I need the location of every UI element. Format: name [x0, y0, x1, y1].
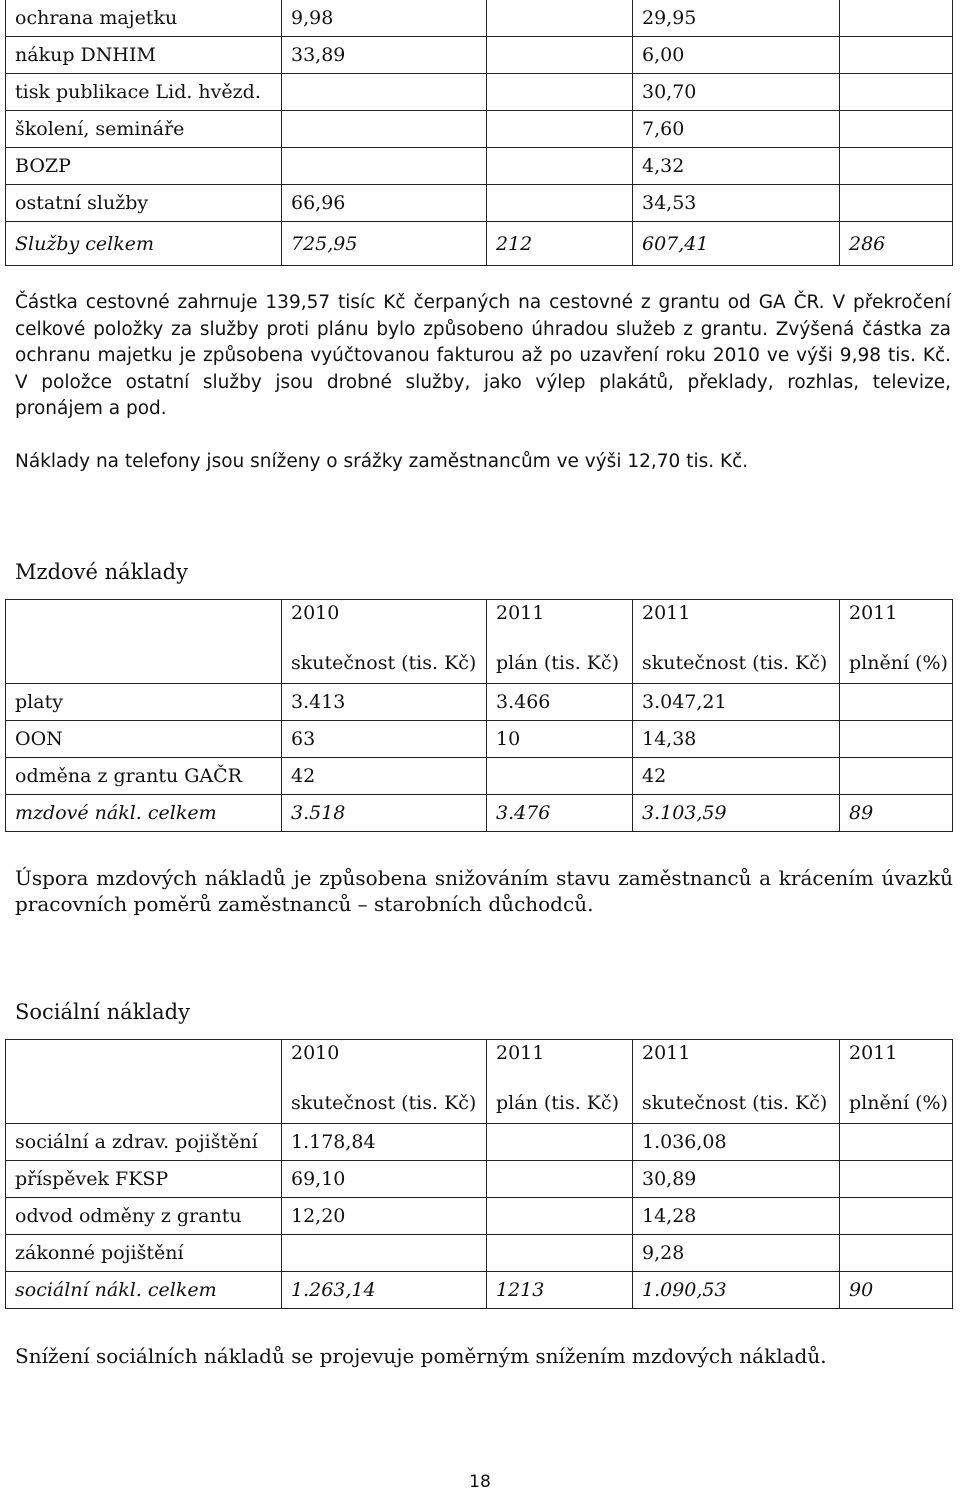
value-pct [840, 185, 953, 222]
table-row [6, 148, 953, 185]
header-col-2011: 2011 skutečnost (tis. Kč) [633, 600, 840, 684]
value-2011: 3.103,59 [633, 795, 840, 832]
value-pct [840, 74, 953, 111]
value-2010: 69,10 [282, 1161, 487, 1198]
value-plan [487, 1161, 633, 1198]
value-plan: 212 [487, 222, 633, 266]
total-row [6, 222, 953, 266]
value-2011: 3.047,21 [633, 684, 840, 721]
value-pct [840, 1198, 953, 1235]
header-col-2010: 2010 skutečnost (tis. Kč) [282, 600, 487, 684]
header-empty-cell [6, 600, 282, 684]
value-2010: 3.413 [282, 684, 487, 721]
value-2011: 42 [633, 758, 840, 795]
row-label: Služby celkem [6, 222, 282, 266]
value-2011: 14,38 [633, 721, 840, 758]
table-row [6, 111, 953, 148]
value-plan [487, 37, 633, 74]
value-pct [840, 1124, 953, 1161]
row-label: příspěvek FKSP [6, 1161, 282, 1198]
table-row [6, 758, 953, 795]
value-2010: 12,20 [282, 1198, 487, 1235]
value-pct [840, 758, 953, 795]
value-plan [487, 148, 633, 185]
row-label: ochrana majetku [6, 0, 282, 37]
table-row [6, 1235, 953, 1272]
value-2011: 14,28 [633, 1198, 840, 1235]
value-plan [487, 0, 633, 37]
value-2011: 34,53 [633, 185, 840, 222]
services-paragraph: Částka cestovné zahrnuje 139,57 tisíc Kč čerpaných na cestovné z grantu od GA ČR. V překročení celkové položky za služby proti plánu bylo způsobeno úhradou služeb z grantu. Zvýšená částka za ochranu majetku je způsobena vyúčtovanou fakturou až po uzavření roku 2010 ve výši 9,98 tis. Kč. V položce ostatní služby jsou drobné služby, jako výlep plakátů, překlady, rozhlas, televize, pronájem a pod. [15, 292, 951, 420]
value-2010: 63 [282, 721, 487, 758]
wages-title: Mzdové náklady [15, 560, 188, 584]
table-row [6, 721, 953, 758]
value-pct [840, 0, 953, 37]
row-label: mzdové nákl. celkem [6, 795, 282, 832]
social-table [5, 1039, 953, 1309]
page-number: 18 [469, 1472, 491, 1492]
value-pct [840, 37, 953, 74]
value-2011: 30,89 [633, 1161, 840, 1198]
row-label: ostatní služby [6, 185, 282, 222]
value-2010 [282, 148, 487, 185]
value-pct [840, 721, 953, 758]
value-2010 [282, 1235, 487, 1272]
value-pct [840, 1161, 953, 1198]
row-label: sociální nákl. celkem [6, 1272, 282, 1309]
table-row [6, 1161, 953, 1198]
value-2010: 1.178,84 [282, 1124, 487, 1161]
value-plan: 1213 [487, 1272, 633, 1309]
phones-paragraph: Náklady na telefony jsou sníženy o srážky zaměstnancům ve výši 12,70 tis. Kč. [15, 451, 749, 472]
value-2011: 1.036,08 [633, 1124, 840, 1161]
header-empty-cell [6, 1040, 282, 1124]
value-pct [840, 684, 953, 721]
table-row [6, 1198, 953, 1235]
row-label: platy [6, 684, 282, 721]
services-table [5, 0, 953, 266]
header-row [6, 1040, 953, 1124]
value-2010: 725,95 [282, 222, 487, 266]
header-col-2010: 2010 skutečnost (tis. Kč) [282, 1040, 487, 1124]
value-plan [487, 1198, 633, 1235]
value-2010 [282, 74, 487, 111]
value-plan [487, 185, 633, 222]
header-col-pct: 2011 plnění (%) [840, 600, 953, 684]
header-row [6, 600, 953, 684]
value-plan [487, 758, 633, 795]
value-2011: 9,28 [633, 1235, 840, 1272]
social-note: Snížení sociálních nákladů se projevuje poměrným snížením mzdových nákladů. [15, 1344, 827, 1368]
row-label: zákonné pojištění [6, 1235, 282, 1272]
value-pct [840, 148, 953, 185]
row-label: nákup DNHIM [6, 37, 282, 74]
value-2010: 33,89 [282, 37, 487, 74]
value-pct [840, 1235, 953, 1272]
table-row [6, 0, 953, 37]
value-2011: 6,00 [633, 37, 840, 74]
value-2010: 3.518 [282, 795, 487, 832]
header-col-plan: 2011 plán (tis. Kč) [487, 1040, 633, 1124]
row-label: odvod odměny z grantu [6, 1198, 282, 1235]
value-2011: 607,41 [633, 222, 840, 266]
wages-table [5, 599, 953, 832]
table-row [6, 684, 953, 721]
social-title: Sociální náklady [15, 1000, 190, 1024]
value-2011: 30,70 [633, 74, 840, 111]
value-plan: 3.476 [487, 795, 633, 832]
total-row [6, 1272, 953, 1309]
value-plan: 3.466 [487, 684, 633, 721]
value-plan [487, 1235, 633, 1272]
row-label: odměna z grantu GAČR [6, 758, 282, 795]
value-2011: 1.090,53 [633, 1272, 840, 1309]
row-label: sociální a zdrav. pojištění [6, 1124, 282, 1161]
value-plan [487, 74, 633, 111]
value-pct [840, 111, 953, 148]
total-row [6, 795, 953, 832]
row-label: tisk publikace Lid. hvězd. [6, 74, 282, 111]
header-col-pct: 2011 plnění (%) [840, 1040, 953, 1124]
value-2011: 4,32 [633, 148, 840, 185]
row-label: BOZP [6, 148, 282, 185]
value-2010: 42 [282, 758, 487, 795]
header-col-2011: 2011 skutečnost (tis. Kč) [633, 1040, 840, 1124]
value-pct: 89 [840, 795, 953, 832]
value-plan [487, 111, 633, 148]
value-plan: 10 [487, 721, 633, 758]
table-row [6, 37, 953, 74]
wages-note: Úspora mzdových nákladů je způsobena snižováním stavu zaměstnanců a krácením úvazků pracovních poměrů zaměstnanců – starobních důchodců. [15, 866, 953, 916]
value-2010 [282, 111, 487, 148]
value-pct: 286 [840, 222, 953, 266]
value-2010: 9,98 [282, 0, 487, 37]
value-pct: 90 [840, 1272, 953, 1309]
value-2010: 66,96 [282, 185, 487, 222]
table-row [6, 1124, 953, 1161]
table-row [6, 74, 953, 111]
header-col-plan: 2011 plán (tis. Kč) [487, 600, 633, 684]
row-label: OON [6, 721, 282, 758]
value-2011: 7,60 [633, 111, 840, 148]
row-label: školení, semináře [6, 111, 282, 148]
value-2010: 1.263,14 [282, 1272, 487, 1309]
value-2011: 29,95 [633, 0, 840, 37]
table-row [6, 185, 953, 222]
value-plan [487, 1124, 633, 1161]
